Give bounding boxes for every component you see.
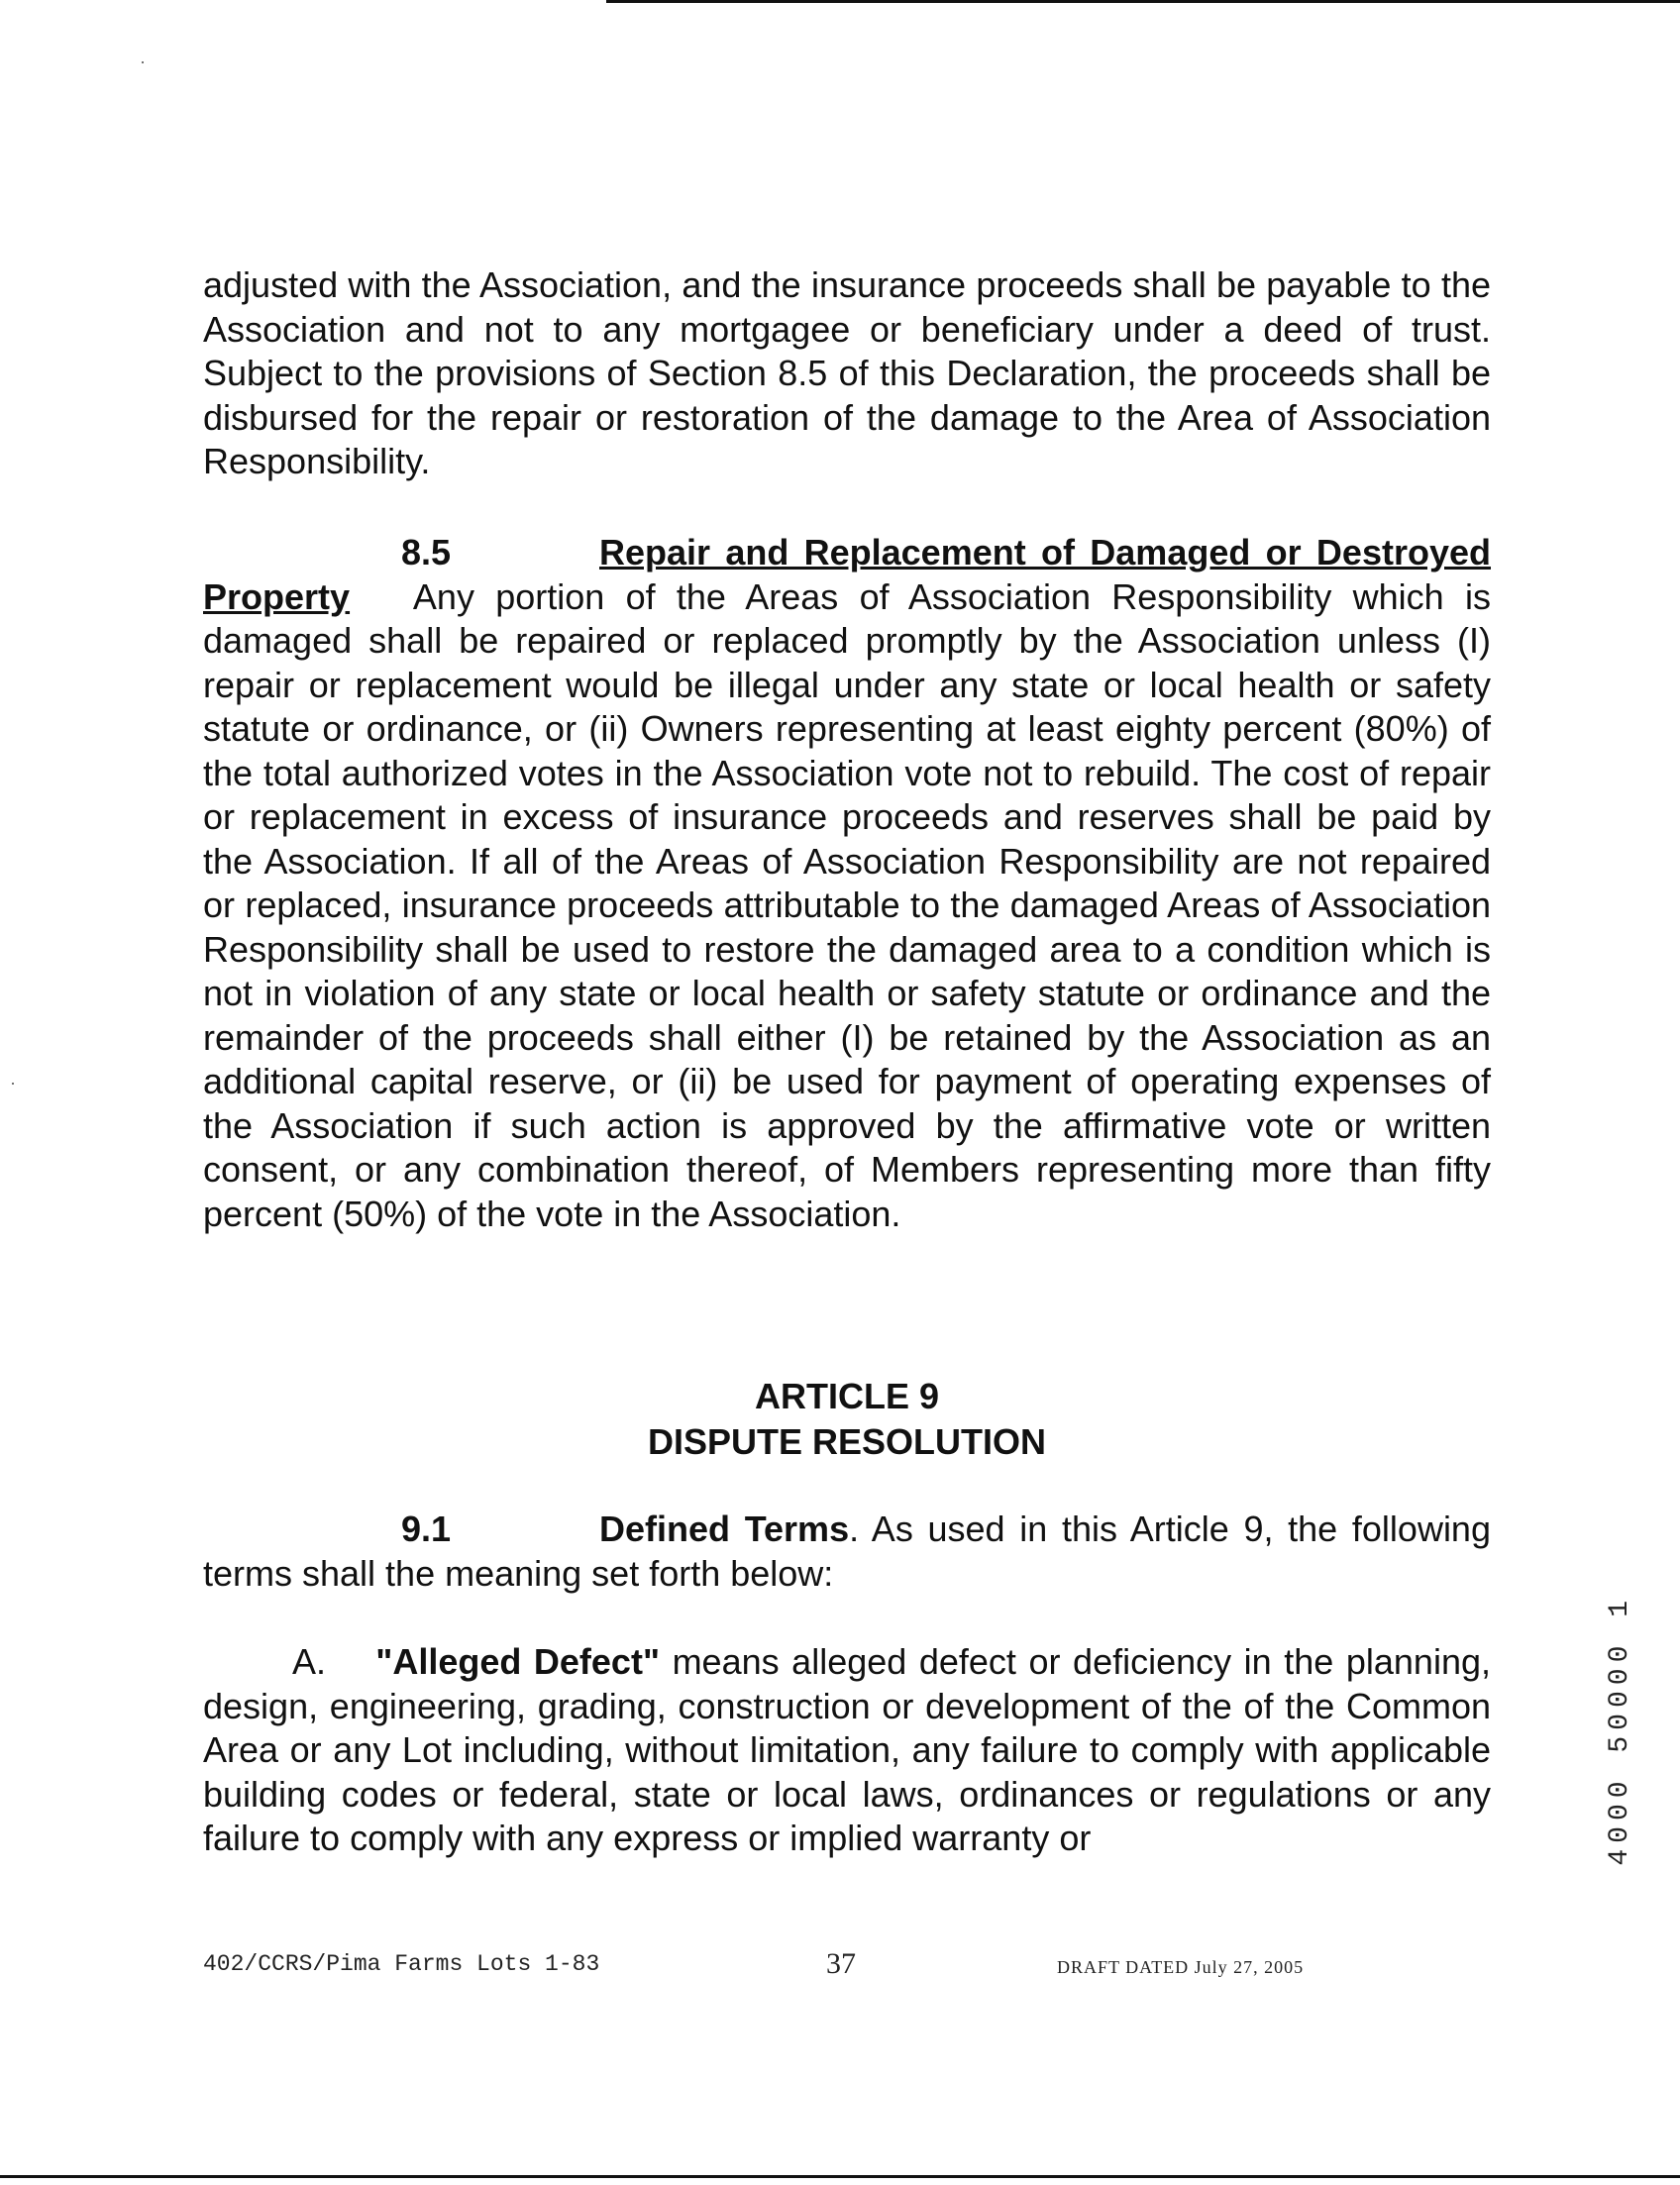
defined-term: "Alleged Defect" [375,1641,661,1682]
section-body: Any portion of the Areas of Association Responsibility which is damaged shall be repaired or replaced promptly by the Association unless (I) repair or replacement would be illegal under any state or local health or safety statute or ordinance, or (ii) Owners representing at least eighty percent (80%) of the total authorized votes in the Association vote not to rebuild. The cost of repair or replacement in excess of insurance proceeds and reserves shall be paid by the Association. If all of the Areas of Association Responsibility are not repaired or replaced, insurance proceeds attributable to the damaged Areas of Association Responsibility shall be used to restore the damaged area to a condition which is not in violation of any state or local health or safety statute or ordinance and the remainder of the proceeds shall either (I) be retained by the Association as an additional capital reserve, or (ii) be used for payment of operating expenses of the Association if such action is approved by the affirmative vote or written consent, or any combination thereof, of Members representing more than fifty percent (50%) of the vote in the Association. [203,575,1491,1234]
article-number: ARTICLE 9 [754,1376,939,1416]
article-title: DISPUTE RESOLUTION [647,1421,1047,1462]
definition-body: means alleged defect or deficiency in the planning, design, engineering, grading, construction or development of the of the Common Area or any Lot including, without limitation, any failure to comply with applicable building codes or federal, state or local laws, ordinances or regulations or any failure to comply with any express or implied warranty or [203,1641,1491,1858]
bottom-border-line [0,2175,1680,2178]
section-title-continued: Property [203,575,351,617]
section-title: Defined Terms [599,1509,850,1549]
scan-speck [12,1083,14,1085]
scan-speck [142,61,144,63]
footer-draft-date: DRAFT DATED July 27, 2005 [1057,1957,1305,1977]
item-letter: A. [292,1641,327,1682]
definition-item-a [203,1640,1491,1861]
page-number: 37 [826,1947,856,1980]
footer-document-id: 402/CCRS/Pima Farms Lots 1-83 [203,1951,600,1977]
section-9-1 [203,1508,1491,1596]
section-number: 9.1 [401,1509,452,1549]
top-border-line [606,0,1680,3]
section-number: 8.5 [401,532,452,572]
section-8-5 [203,531,1491,1236]
bates-stamp: 4000 50000 1 [1605,1595,1635,1866]
continuation-paragraph: adjusted with the Association, and the insurance proceeds shall be payable to the Association and not to any mortgagee or beneficiary under a deed of trust. Subject to the provisions of Section 8.5 of this Declaration, the proceeds shall be disbursed for the repair or restoration of the damage to the Area of Association Responsibility. [203,264,1491,481]
section-title: Repair and Replacement of Damaged or Destroyed [599,532,1491,572]
section-body: . As used in this Article 9, the following terms shall the meaning set forth below: [203,1509,1491,1594]
